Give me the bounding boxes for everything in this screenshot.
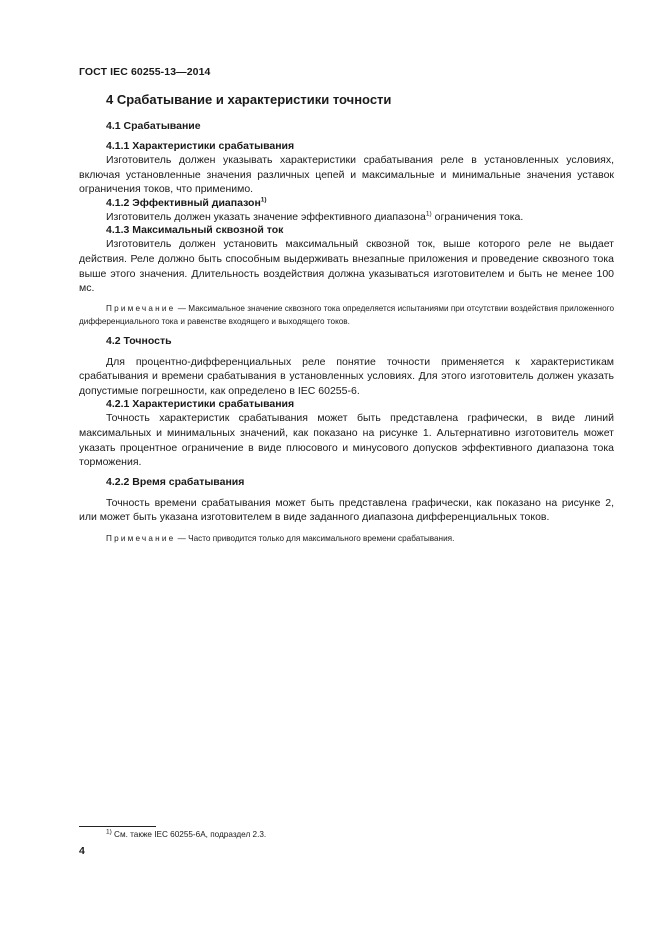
- section-4-2-2-note: [79, 532, 614, 545]
- section-4-1-2-title: [106, 197, 614, 210]
- page-number: 4: [79, 845, 85, 857]
- footnote: [106, 830, 266, 839]
- footnote-separator: [79, 826, 156, 827]
- section-4-2-1-title: 4.2.1 Характеристики срабатывания: [106, 398, 295, 411]
- section-4-1-title: 4.1 Срабатывание: [106, 120, 201, 132]
- section-4-1-2-text-b: ограничения тока.: [431, 210, 524, 223]
- standard-header: ГОСТ IEC 60255-13—2014: [79, 66, 211, 78]
- section-4-1-1-title: 4.1.1 Характеристики срабатывания: [106, 140, 295, 152]
- note-text: — Часто приводится только для максимального времени срабатывания.: [175, 533, 455, 543]
- note-label: Примечание: [106, 533, 176, 543]
- footnote-mark: 1): [106, 828, 112, 836]
- section-4-1-1-text: Изготовитель должен указывать характеристики срабатывания реле в установленных условиях, включая установленные значения различных цепей и максимальные и минимальные значения уставок ограничения токов, что применимо.: [79, 154, 614, 196]
- section-4-2-text: Для процентно-дифференциальных реле понятие точности применяется к характеристикам срабатывания и времени срабатывания в установленных условиях. Для этого изготовитель должен указать допустимые погрешности, как определено в IEC 60255-6.: [79, 355, 614, 397]
- section-4-title: 4 Срабатывание и характеристики точности: [106, 92, 392, 107]
- section-4-1-3-title: 4.1.3 Максимальный сквозной ток: [106, 224, 284, 237]
- section-4-2-2-text: Точность времени срабатывания может быть представлена графически, как показано на рисунке 2, или может быть указана изготовителем в виде заданного диапазона дифференциальных токов.: [79, 496, 614, 524]
- note-label: Примечание: [106, 303, 176, 313]
- note-text: — Максимальное значение сквозного тока определяется испытаниями при отсутствии воздействия приложенного дифференциального тока и равенстве входящего и выходящего токов.: [79, 303, 614, 327]
- section-4-1-2-title-text: 4.1.2 Эффективный диапазон: [106, 196, 261, 209]
- section-4-1-2-text-a: Изготовитель должен указать значение эффективного диапазона: [106, 210, 426, 223]
- section-4-1-3-note: [79, 302, 614, 329]
- footnote-text: См. также IEC 60255-6А, подраздел 2.3.: [111, 830, 267, 839]
- page-content: [79, 92, 614, 545]
- section-4-2-2-title: 4.2.2 Время срабатывания: [106, 475, 245, 488]
- footnote-ref: 1): [425, 210, 432, 218]
- section-4-2-1-text: Точность характеристик срабатывания может быть представлена графически, в виде линий максимальных и минимальных значений, как показано на рисунке 1. Альтернативно изготовитель может указать процентное ограничение в виде плюсового и минусового допусков эффективного диапазона тока торможения.: [79, 412, 614, 469]
- section-4-1-2-text: [79, 210, 614, 225]
- section-4-2-title: 4.2 Точность: [106, 334, 172, 347]
- footnote-ref: 1): [260, 196, 267, 204]
- section-4-1-3-text: Изготовитель должен установить максимальный сквозной ток, выше которого реле не выдает действия. Реле должно быть способным выдерживать внезапные приложения и проведение сквозного тока выше этого значения. Длительность воздействия должна указываться изготовителем и быть не менее 100 мс.: [79, 238, 614, 295]
